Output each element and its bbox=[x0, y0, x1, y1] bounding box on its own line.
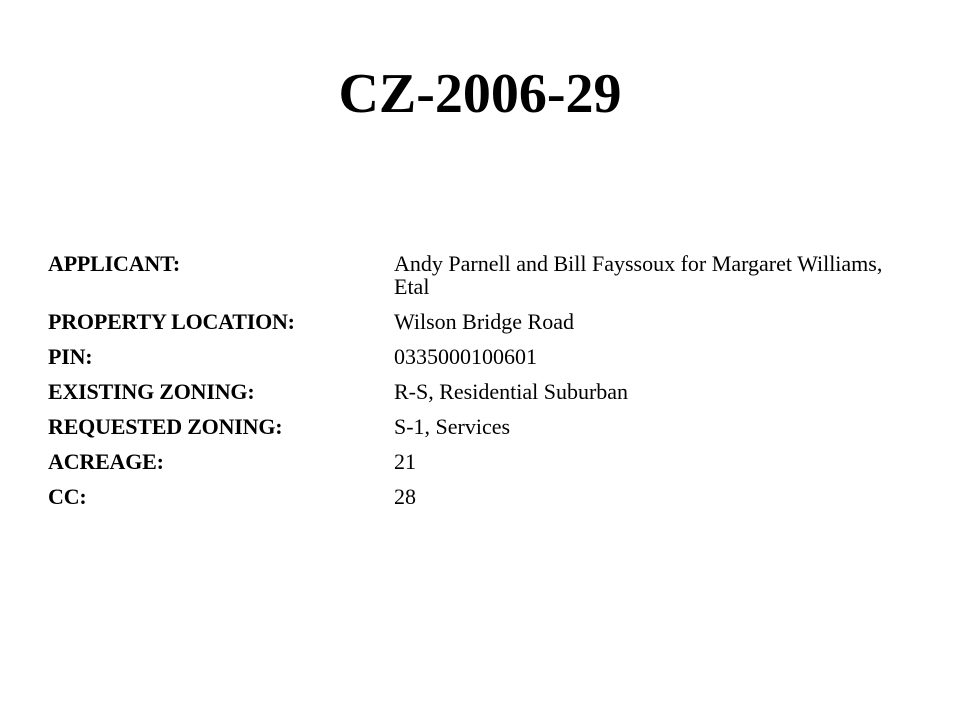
field-label: REQUESTED ZONING: bbox=[48, 414, 283, 439]
field-row-acreage bbox=[48, 450, 928, 473]
field-value: 0335000100601 bbox=[394, 344, 537, 369]
field-label: PIN: bbox=[48, 344, 93, 369]
field-label: EXISTING ZONING: bbox=[48, 379, 255, 404]
field-label: ACREAGE: bbox=[48, 449, 164, 474]
field-row-applicant bbox=[48, 252, 928, 298]
field-row-existing-zoning bbox=[48, 380, 928, 403]
field-label: APPLICANT: bbox=[48, 251, 181, 276]
field-row-cc bbox=[48, 485, 928, 508]
zoning-info-table bbox=[48, 252, 928, 520]
field-value: S-1, Services bbox=[394, 414, 511, 439]
field-value: R-S, Residential Suburban bbox=[394, 379, 629, 404]
field-value: Andy Parnell and Bill Fayssoux for Margaret Williams, Etal bbox=[394, 251, 883, 299]
field-value: 21 bbox=[394, 449, 416, 474]
field-row-requested-zoning bbox=[48, 415, 928, 438]
field-row-property-location bbox=[48, 310, 928, 333]
slide-title: CZ-2006-29 bbox=[338, 63, 622, 125]
field-label: PROPERTY LOCATION: bbox=[48, 309, 295, 334]
field-row-pin bbox=[48, 345, 928, 368]
field-value: Wilson Bridge Road bbox=[394, 309, 574, 334]
field-label: CC: bbox=[48, 484, 87, 509]
field-value: 28 bbox=[394, 484, 416, 509]
